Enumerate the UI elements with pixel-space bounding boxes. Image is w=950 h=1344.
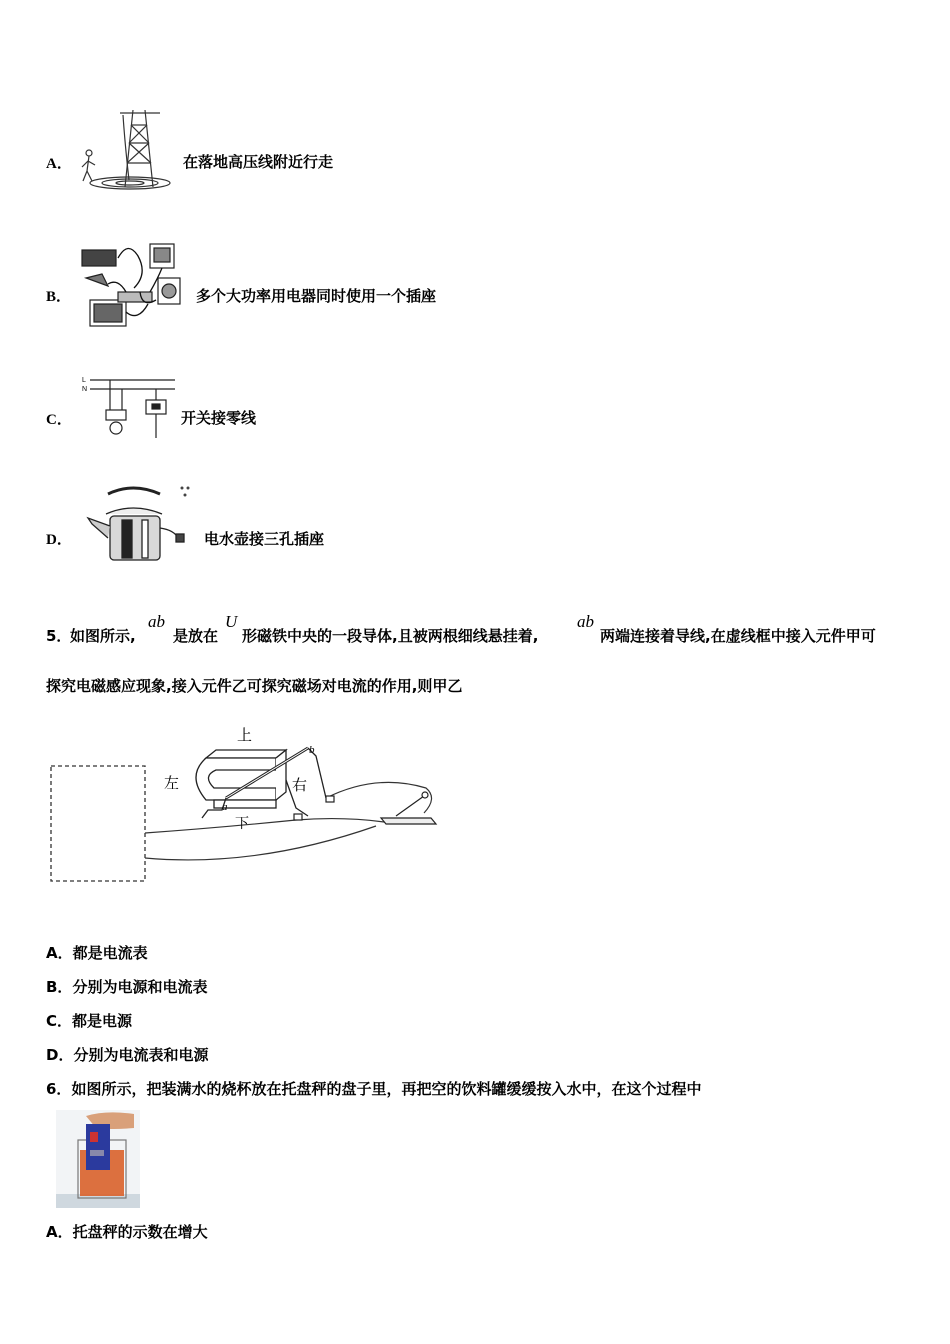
q4-option-c-label: C． xyxy=(46,412,72,428)
q5-option-b-label: B． xyxy=(46,978,73,996)
dashed-component-box xyxy=(51,766,145,881)
q5-var-ab-2: ab xyxy=(577,612,594,631)
q6-option-a-text: 托盘秤的示数在增大 xyxy=(72,1223,208,1241)
q5-var-u: U xyxy=(225,612,238,631)
switch-wiring-diagram-icon xyxy=(80,372,180,440)
q5-stem-part4: 两端连接着导线,在虚线框中接入元件甲可 xyxy=(600,627,876,645)
q6-stem xyxy=(46,1078,701,1099)
q6-number: 6． xyxy=(46,1080,72,1098)
label-left: 左 xyxy=(164,774,180,792)
q5-option-b-text: 分别为电源和电流表 xyxy=(72,978,208,996)
label-a: a xyxy=(222,801,228,813)
q5-option-d-label: D． xyxy=(46,1046,74,1064)
u-magnet xyxy=(196,750,286,808)
q6-option-a xyxy=(46,1221,208,1242)
q5-option-b xyxy=(46,976,207,997)
q4-option-a-label: A． xyxy=(46,156,72,172)
appliances-power-strip-icon xyxy=(78,238,193,330)
q5-stem-part3: 形磁铁中央的一段导体,且被两根细线悬挂着, xyxy=(242,627,539,645)
q4-option-b-text: 多个大功率用电器同时使用一个插座 xyxy=(196,287,437,305)
q4-option-c-text: 开关接零线 xyxy=(181,409,257,427)
q5-stem-line2: 探究电磁感应现象,接入元件乙可探究磁场对电流的作用,则甲乙 xyxy=(46,677,463,695)
high-voltage-tower-icon xyxy=(75,105,175,195)
q5-option-c-text: 都是电源 xyxy=(72,1012,133,1030)
q4-option-b-label: B． xyxy=(46,289,72,305)
q5-option-d-text: 分别为电流表和电源 xyxy=(73,1046,209,1064)
q4-option-d-label: D． xyxy=(46,532,72,548)
q5-stem-part2: 是放在 xyxy=(173,627,219,645)
q5-option-c-label: C． xyxy=(46,1012,73,1030)
q6-option-a-label: A． xyxy=(46,1223,73,1241)
label-up: 上 xyxy=(237,726,253,744)
q5-number: 5． xyxy=(46,627,72,645)
label-right: 右 xyxy=(292,776,308,794)
label-b: b xyxy=(309,744,315,756)
q4-option-a-text: 在落地高压线附近行走 xyxy=(183,153,334,171)
q5-var-ab: ab xyxy=(148,612,165,631)
q5-option-a-text: 都是电流表 xyxy=(72,944,148,962)
svg-text:N: N xyxy=(82,386,88,393)
q5-option-a-label: A． xyxy=(46,944,73,962)
q5-option-c xyxy=(46,1010,132,1031)
q5-option-d xyxy=(46,1044,208,1065)
q5-option-a xyxy=(46,942,148,963)
q5-magnet-circuit-figure xyxy=(46,718,446,888)
beaker-can-photo-icon xyxy=(56,1110,140,1208)
label-down: 下 xyxy=(235,816,249,832)
q5-stem-part1: 如图所示, xyxy=(70,627,136,645)
electric-kettle-icon xyxy=(78,480,196,568)
q6-stem-text: 如图所示，把装满水的烧杯放在托盘秤的盘子里，再把空的饮料罐缓缓按入水中，在这个过程中 xyxy=(71,1080,702,1098)
svg-text:L: L xyxy=(82,377,86,384)
q4-option-d-text: 电水壶接三孔插座 xyxy=(204,530,325,548)
